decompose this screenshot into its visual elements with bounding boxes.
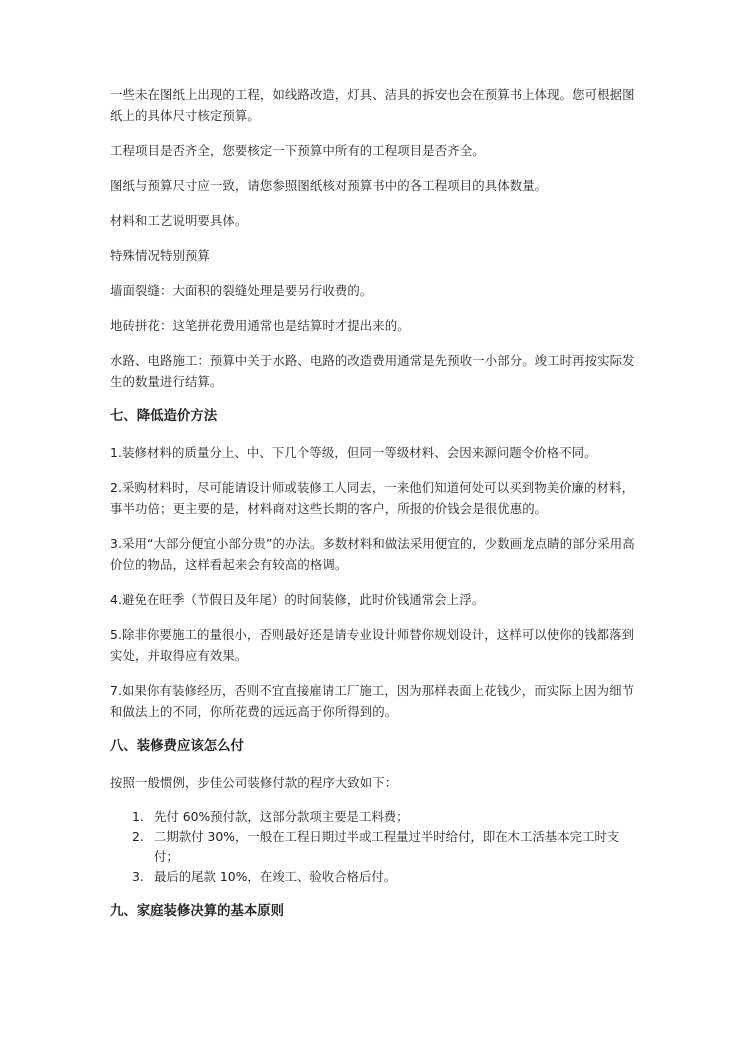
section-heading-9: 九、家庭装修决算的基本原则	[110, 904, 285, 919]
payment-list-item	[110, 807, 638, 827]
cost-tip: 4.避免在旺季（节假日及年尾）的时间装修，此时价钱通常会上浮。	[110, 592, 485, 607]
paragraph: 材料和工艺说明要具体。	[110, 213, 248, 228]
cost-tip: 7.如果你有装修经历，否则不宜直接雇请工厂施工，因为那样表面上花钱少，而实际上因为细节和做法上的不同，你所花费的远远高于你所得到的。	[110, 683, 635, 719]
cost-tip: 1.装修材料的质量分上、中、下几个等级，但同一等级材料、会因来源问题令价格不同。	[110, 445, 597, 460]
payment-list-item	[110, 867, 638, 887]
payment-list	[110, 807, 638, 887]
list-text: 先付 60%预付款，这部分款项主要是工料费；	[154, 809, 409, 824]
document-page	[110, 84, 638, 937]
section-intro: 按照一般惯例，步佳公司装修付款的程序大致如下：	[110, 775, 398, 790]
paragraph: 地砖拼花：这笔拼花费用通常也是结算时才提出来的。	[110, 318, 410, 333]
payment-list-item	[110, 827, 638, 867]
list-number: 1.	[132, 809, 144, 824]
paragraph: 图纸与预算尺寸应一致，请您参照图纸核对预算书中的各工程项目的具体数量。	[110, 178, 548, 193]
paragraph: 墙面裂缝：大面积的裂缝处理是要另行收费的。	[110, 283, 373, 298]
cost-tip: 2.采购材料时，尽可能请设计师或装修工人同去，一来他们知道何处可以买到物美价廉的材料，事半功倍；更主要的是，材料商对这些长期的客户，所报的价钱会是很优惠的。	[110, 480, 635, 516]
list-number: 2.	[132, 829, 144, 844]
paragraph: 一些未在图纸上出现的工程，如线路改造，灯具、洁具的拆安也会在预算书上体现。您可根据图纸上的具体尺寸核定预算。	[110, 87, 635, 123]
section-heading-7: 七、降低造价方法	[110, 409, 218, 424]
cost-tip: 3.采用“大部分便宜小部分贵”的办法。多数材料和做法采用便宜的，少数画龙点睛的部分采用高价位的物品，这样看起来会有较高的格调。	[110, 536, 635, 572]
cost-tip: 5.除非你要施工的量很小，否则最好还是请专业设计师替你规划设计，这样可以使你的钱都落到实处，并取得应有效果。	[110, 627, 635, 663]
paragraph: 特殊情况特别预算	[110, 248, 210, 263]
list-text: 二期款付 30%，一般在工程日期过半或工程量过半时给付，即在木工活基本完工时支付；	[154, 829, 620, 864]
paragraph: 工程项目是否齐全，您要核定一下预算中所有的工程项目是否齐全。	[110, 143, 485, 158]
list-number: 3.	[132, 869, 144, 884]
section-heading-8: 八、装修费应该怎么付	[110, 739, 244, 754]
paragraph: 水路、电路施工：预算中关于水路、电路的改造费用通常是先预收一小部分。竣工时再按实际发生的数量进行结算。	[110, 353, 635, 389]
list-text: 最后的尾款 10%，在竣工、验收合格后付。	[154, 869, 397, 884]
